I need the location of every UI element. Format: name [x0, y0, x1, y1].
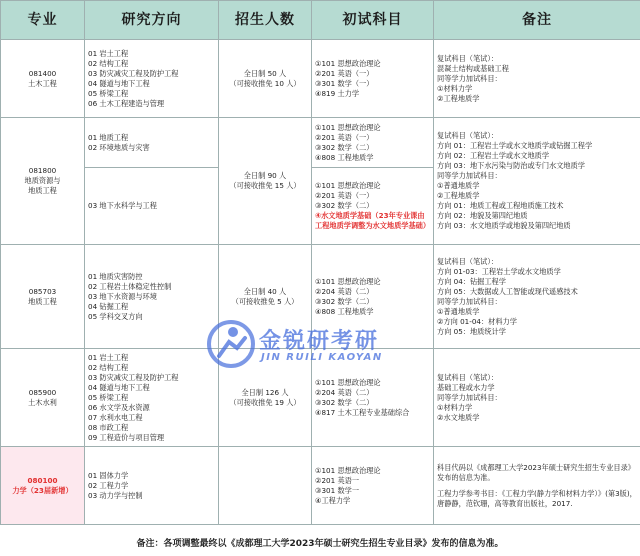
subject-item: ④817 土木工程专业基础综合 [315, 407, 410, 417]
subject-item: ②201 英语（一） [315, 191, 374, 200]
major-code: 080100 [27, 475, 58, 485]
footer-note: 备注：各项调整最终以《成都理工大学2023年硕士研究生招生专业目录》发布的信息为准。 [0, 533, 640, 556]
subject-item: ①101 思想政治理论 [315, 58, 381, 68]
subject-item: ②204 英语（二） [315, 286, 374, 296]
major-name: 土木水利 [28, 397, 57, 407]
direction-item: 03 防灾减灾工程及防护工程 [88, 68, 179, 78]
note-line: ②水文地质学 [437, 412, 480, 422]
direction-cell [85, 349, 219, 447]
direction-item: 05 桥梁工程 [88, 392, 129, 402]
direction-item: 01 岩土工程 [88, 48, 129, 58]
note-line: 复试科目（笔试）： [437, 372, 499, 382]
subject-item-highlight: ④水文地质学基础（23年专业课由工程地质学调整为水文地质学基础） [315, 211, 431, 230]
direction-item: 02 工程岩土体稳定性控制 [88, 281, 172, 291]
direction-item: 02 环境地质与灾害 [88, 142, 150, 152]
major-cell [1, 349, 85, 447]
table-header-row [1, 1, 640, 40]
subject-item: ③301 数学一 [315, 485, 360, 495]
header-direction: 研究方向 [85, 1, 219, 40]
note-line: 方向 04：钻掘工程学 [437, 276, 506, 286]
subject-item: ①101 思想政治理论 [315, 276, 381, 286]
enroll-cell [219, 40, 312, 118]
note-line: 同等学力加试科目： [437, 296, 502, 306]
subject-item: ③302 数学（二） [315, 397, 374, 407]
subject-item: ②201 英语（一） [315, 132, 374, 142]
major-name: 土木工程 [28, 78, 57, 88]
subject-item: ①101 思想政治理论 [315, 122, 381, 132]
header-subjects: 初试科目 [312, 1, 434, 40]
enroll-cell [219, 118, 312, 245]
major-name: 地质工程 [28, 296, 57, 306]
note-line: 同等学力加试科目： [437, 392, 502, 402]
note-line: 方向 03：水文地质学或地貌及第四纪地质 [437, 221, 571, 230]
major-code: 085900 [28, 387, 57, 397]
table-row [1, 118, 640, 168]
subject-item: ①101 思想政治理论 [315, 181, 381, 190]
note-line: ①材料力学 [437, 83, 473, 93]
enroll-count: 全日制 90 人 [243, 171, 287, 180]
note-line: 复试科目（笔试）： [437, 53, 499, 63]
direction-cell [85, 168, 219, 245]
direction-cell [85, 118, 219, 168]
notes-cell [434, 349, 640, 447]
subject-item: ④808 工程地质学 [315, 306, 374, 316]
table-row [1, 40, 640, 118]
note-line: 复试科目（笔试）： [437, 131, 499, 140]
table-row [1, 245, 640, 349]
major-cell [1, 118, 85, 245]
enroll-exempt: （可接收推免 10 人） [229, 78, 301, 88]
major-code: 085703 [28, 286, 57, 296]
enroll-cell [219, 447, 312, 525]
enroll-count: 全日制 126 人 [241, 387, 289, 397]
direction-item: 01 岩土工程 [88, 352, 129, 362]
note-line: ②工程地质学 [437, 93, 480, 103]
direction-item: 03 防灾减灾工程及防护工程 [88, 372, 179, 382]
note-line: ①普通地质学 [437, 306, 480, 316]
subjects-cell [312, 118, 434, 168]
subjects-cell [312, 40, 434, 118]
enroll-exempt: （可接收推免 15 人） [229, 181, 301, 190]
notes-cell [434, 447, 640, 525]
enroll-cell [219, 245, 312, 349]
direction-item: 04 钻掘工程 [88, 301, 129, 311]
notes-cell [434, 40, 640, 118]
note-line: ②工程地质学 [437, 191, 480, 200]
watermark-subtitle: JIN RUILI KAOYAN [261, 352, 383, 363]
direction-item: 01 固体力学 [88, 470, 129, 480]
direction-item: 03 地下水资源与环境 [88, 291, 157, 301]
note-paragraph: 工程力学参考书目：《工程力学(静力学和材料力学）》(第3版)，唐静静，范钦珊，高等教育出版社，2017. [437, 488, 637, 508]
direction-item: 03 地下水科学与工程 [88, 201, 157, 210]
note-line: 方向 02：地貌及第四纪地质 [437, 211, 528, 220]
subjects-cell [312, 245, 434, 349]
table-row [1, 349, 640, 447]
subject-item: ③302 数学（二） [315, 201, 374, 210]
note-line: 基础工程或水力学 [437, 382, 495, 392]
subjects-cell [312, 447, 434, 525]
subject-item: ②201 英语一 [315, 475, 360, 485]
major-name: 地质资源与 [24, 176, 61, 185]
subject-item: ③301 数学（一） [315, 78, 374, 88]
note-line: 同等学力加试科目： [437, 171, 502, 180]
subject-item: ①101 思想政治理论 [315, 465, 381, 475]
direction-item: 01 地质工程 [88, 132, 129, 142]
header-notes: 备注 [434, 1, 640, 40]
direction-item: 07 水利水电工程 [88, 412, 143, 422]
note-line: 方向 03：地下水污染与防治或专门水文地质学 [437, 161, 585, 170]
note-paragraph: 科目代码以《成都理工大学2023年硕士研究生招生专业目录》发布的信息为准。 [437, 462, 635, 482]
direction-item: 02 工程力学 [88, 480, 129, 490]
subject-item: ①101 思想政治理论 [315, 377, 381, 387]
major-code: 081400 [28, 68, 57, 78]
note-line: ①材料力学 [437, 402, 473, 412]
major-code: 081800 [28, 166, 57, 175]
direction-item: 03 动力学与控制 [88, 490, 143, 500]
subjects-cell [312, 168, 434, 245]
note-line: ①普通地质学 [437, 181, 480, 190]
direction-cell [85, 447, 219, 525]
note-line: 方向 05：大数据或人工智能或现代遥感技术 [437, 286, 578, 296]
direction-item: 05 学科交叉方向 [88, 311, 143, 321]
note-line: 方向 01：工程岩土学或水文地质学或钻掘工程学 [437, 141, 593, 150]
subject-item: ④819 土力学 [315, 88, 360, 98]
direction-cell [85, 245, 219, 349]
note-line: 方向 02：工程岩土学或水文地质学 [437, 151, 550, 160]
note-line: 方向 05：地质统计学 [437, 326, 506, 336]
direction-item: 06 土木工程建造与管理 [88, 98, 165, 108]
major-cell [1, 245, 85, 349]
major-name: 地质工程 [28, 186, 57, 195]
direction-item: 06 水文学及水资源 [88, 402, 150, 412]
subject-item: ④工程力学 [315, 495, 351, 505]
subjects-cell [312, 349, 434, 447]
subject-item: ②204 英语（二） [315, 387, 374, 397]
enroll-count: 全日制 40 人 [243, 286, 287, 296]
subject-item: ④808 工程地质学 [315, 152, 374, 162]
major-cell [1, 40, 85, 118]
direction-item: 04 隧道与地下工程 [88, 78, 150, 88]
direction-item: 01 地质灾害防控 [88, 271, 143, 281]
enroll-count: 全日制 50 人 [243, 68, 287, 78]
note-line: 方向 01：地质工程或工程地质施工技术 [437, 201, 564, 210]
subject-item: ③302 数学（二） [315, 296, 374, 306]
note-line: 同等学力加试科目： [437, 73, 502, 83]
header-enroll: 招生人数 [219, 1, 312, 40]
note-line: 方向 01-03：工程岩土学或水文地质学 [437, 266, 561, 276]
watermark-title: 金锐研考研 [259, 329, 380, 354]
header-major: 专业 [1, 1, 85, 40]
subject-item: ②201 英语（一） [315, 68, 374, 78]
direction-item: 04 隧道与地下工程 [88, 382, 150, 392]
direction-item: 05 桥梁工程 [88, 88, 129, 98]
subject-item: ③302 数学（二） [315, 142, 374, 152]
note-line: ②方向 01-04：材料力学 [437, 316, 517, 326]
note-line: 混凝土结构或基础工程 [437, 63, 509, 73]
major-cell [1, 447, 85, 525]
direction-item: 09 工程造价与项目管理 [88, 432, 165, 442]
notes-cell [434, 245, 640, 349]
note-line: 复试科目（笔试）： [437, 256, 499, 266]
direction-item: 02 结构工程 [88, 58, 129, 68]
enroll-exempt: （可接收推免 5 人） [231, 296, 299, 306]
direction-cell [85, 40, 219, 118]
major-name: 力学（23届新增） [12, 485, 73, 495]
direction-item: 02 结构工程 [88, 362, 129, 372]
enroll-exempt: （可接收推免 19 人） [229, 397, 301, 407]
notes-cell [434, 118, 640, 245]
direction-item: 08 市政工程 [88, 422, 129, 432]
table-row [1, 447, 640, 525]
enroll-cell [219, 349, 312, 447]
